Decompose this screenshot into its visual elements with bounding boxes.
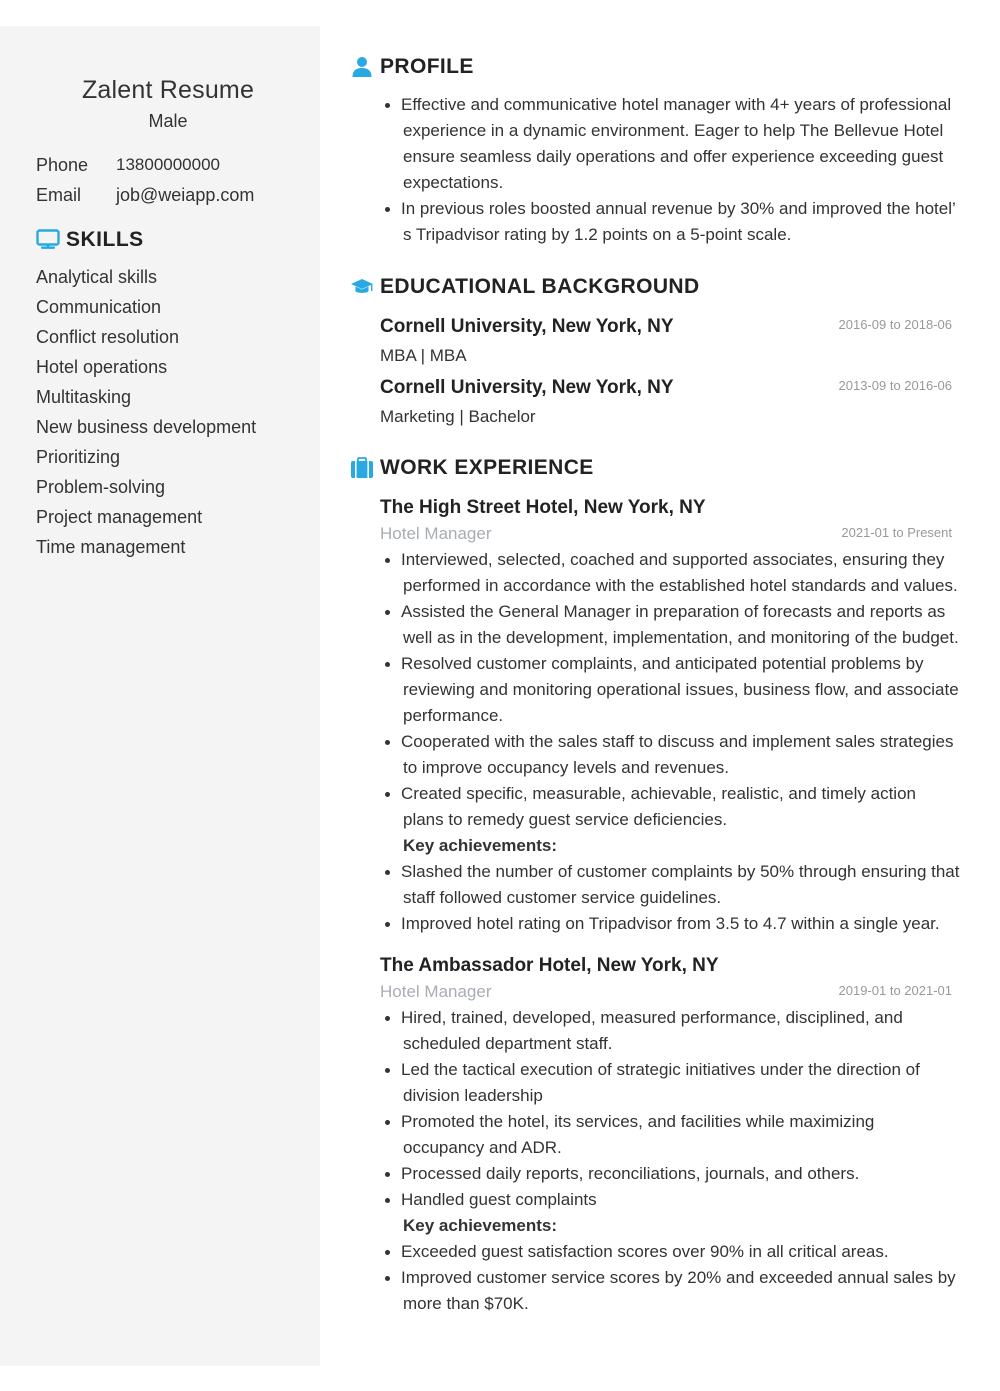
job-item <box>350 951 960 1317</box>
job-bullets <box>380 1005 960 1317</box>
education-school: Cornell University, New York, NY <box>380 316 674 337</box>
list-item: Led the tactical execution of strategic initiatives under the direction of division leadership <box>383 1057 960 1109</box>
list-item: Handled guest complaints <box>383 1187 960 1213</box>
list-item: In previous roles boosted annual revenue by 30% and improved the hotel’ s Tripadvisor rating by 1.2 points on a 5-point scale. <box>383 196 960 248</box>
phone-value: 13800000000 <box>116 155 221 174</box>
contact-phone <box>36 150 320 180</box>
skill-item: Analytical skills <box>36 267 158 287</box>
list-item: Hired, trained, developed, measured performance, disciplined, and scheduled department staff. <box>383 1005 960 1057</box>
list-item: Promoted the hotel, its services, and facilities while maximizing occupancy and ADR. <box>383 1109 960 1161</box>
education-item <box>350 373 960 431</box>
education-date: 2013-09 to 2016-06 <box>838 378 952 393</box>
profile-title: PROFILE <box>380 55 474 78</box>
skills-title: SKILLS <box>66 228 144 251</box>
contact-email <box>36 180 320 210</box>
list-item: Cooperated with the sales staff to discuss and implement sales strategies to improve occupancy levels and revenues. <box>383 729 960 781</box>
work-heading <box>350 451 960 485</box>
job-company: The Ambassador Hotel, New York, NY <box>380 955 719 976</box>
list-item: Slashed the number of customer complaints by 50% through ensuring that staff followed customer service guidelines. <box>383 859 960 911</box>
education-degree: MBA | MBA <box>380 346 467 365</box>
email-value: job@weiapp.com <box>116 184 255 205</box>
job-company: The High Street Hotel, New York, NY <box>380 497 706 518</box>
list-item: Effective and communicative hotel manager with 4+ years of professional experience in a dynamic environment. Eager to help The Bellevue Hotel ensure seamless daily operations and offer experience exceeding guest expectations. <box>383 92 960 196</box>
briefcase-icon <box>350 456 374 480</box>
skill-item: Conflict resolution <box>36 327 180 347</box>
education-item <box>350 312 960 370</box>
person-icon <box>350 55 374 79</box>
list-item: Processed daily reports, reconciliations, journals, and others. <box>383 1161 960 1187</box>
job-item <box>350 493 960 937</box>
candidate-gender: Male <box>148 111 188 131</box>
profile-bullets <box>350 92 960 248</box>
job-bullets <box>380 547 960 937</box>
job-role: Hotel Manager <box>380 982 492 1001</box>
skill-item: Multitasking <box>36 387 132 407</box>
profile-section <box>350 50 960 248</box>
contact-info <box>36 150 320 210</box>
job-role: Hotel Manager <box>380 524 492 543</box>
education-heading <box>350 270 960 304</box>
skill-item: Hotel operations <box>36 357 168 377</box>
skills-list <box>36 262 320 562</box>
key-achievements-label: Key achievements: <box>403 836 558 855</box>
skill-item: Communication <box>36 297 162 317</box>
sidebar <box>0 26 320 1366</box>
education-section <box>350 270 960 431</box>
list-item: Resolved customer complaints, and anticipated potential problems by reviewing and monitoring operational issues, business flow, and associate performance. <box>383 651 960 729</box>
job-date: 2021-01 to Present <box>841 525 952 540</box>
profile-heading <box>350 50 960 84</box>
work-title: WORK EXPERIENCE <box>380 456 594 479</box>
skill-item: Prioritizing <box>36 447 121 467</box>
skills-heading <box>36 228 320 252</box>
skill-item: Problem-solving <box>36 477 166 497</box>
skill-item: New business development <box>36 417 257 437</box>
list-item: Created specific, measurable, achievable, realistic, and timely action plans to remedy guest service deficiencies. <box>383 781 960 833</box>
education-school: Cornell University, New York, NY <box>380 377 674 398</box>
skill-item: Time management <box>36 537 186 557</box>
list-item: Exceeded guest satisfaction scores over 90% in all critical areas. <box>383 1239 960 1265</box>
education-date: 2016-09 to 2018-06 <box>838 317 952 332</box>
job-date: 2019-01 to 2021-01 <box>838 983 952 998</box>
graduation-cap-icon <box>350 275 374 299</box>
education-title: EDUCATIONAL BACKGROUND <box>380 275 700 298</box>
main-content <box>350 50 960 1317</box>
candidate-name: Zalent Resume <box>81 76 255 104</box>
key-achievements-label: Key achievements: <box>403 1216 558 1235</box>
contact-label: Email <box>36 184 82 205</box>
work-section <box>350 451 960 1317</box>
monitor-icon <box>36 229 60 251</box>
contact-label: Phone <box>36 154 89 175</box>
list-item: Assisted the General Manager in preparation of forecasts and reports as well as in the development, implementation, and monitoring of the budget. <box>383 599 960 651</box>
list-item: Improved hotel rating on Tripadvisor from 3.5 to 4.7 within a single year. <box>383 911 960 937</box>
education-degree: Marketing | Bachelor <box>380 407 536 426</box>
list-item: Improved customer service scores by 20% and exceeded annual sales by more than $70K. <box>383 1265 960 1317</box>
skill-item: Project management <box>36 507 203 527</box>
list-item: Interviewed, selected, coached and supported associates, ensuring they performed in accordance with the established hotel standards and values. <box>383 547 960 599</box>
